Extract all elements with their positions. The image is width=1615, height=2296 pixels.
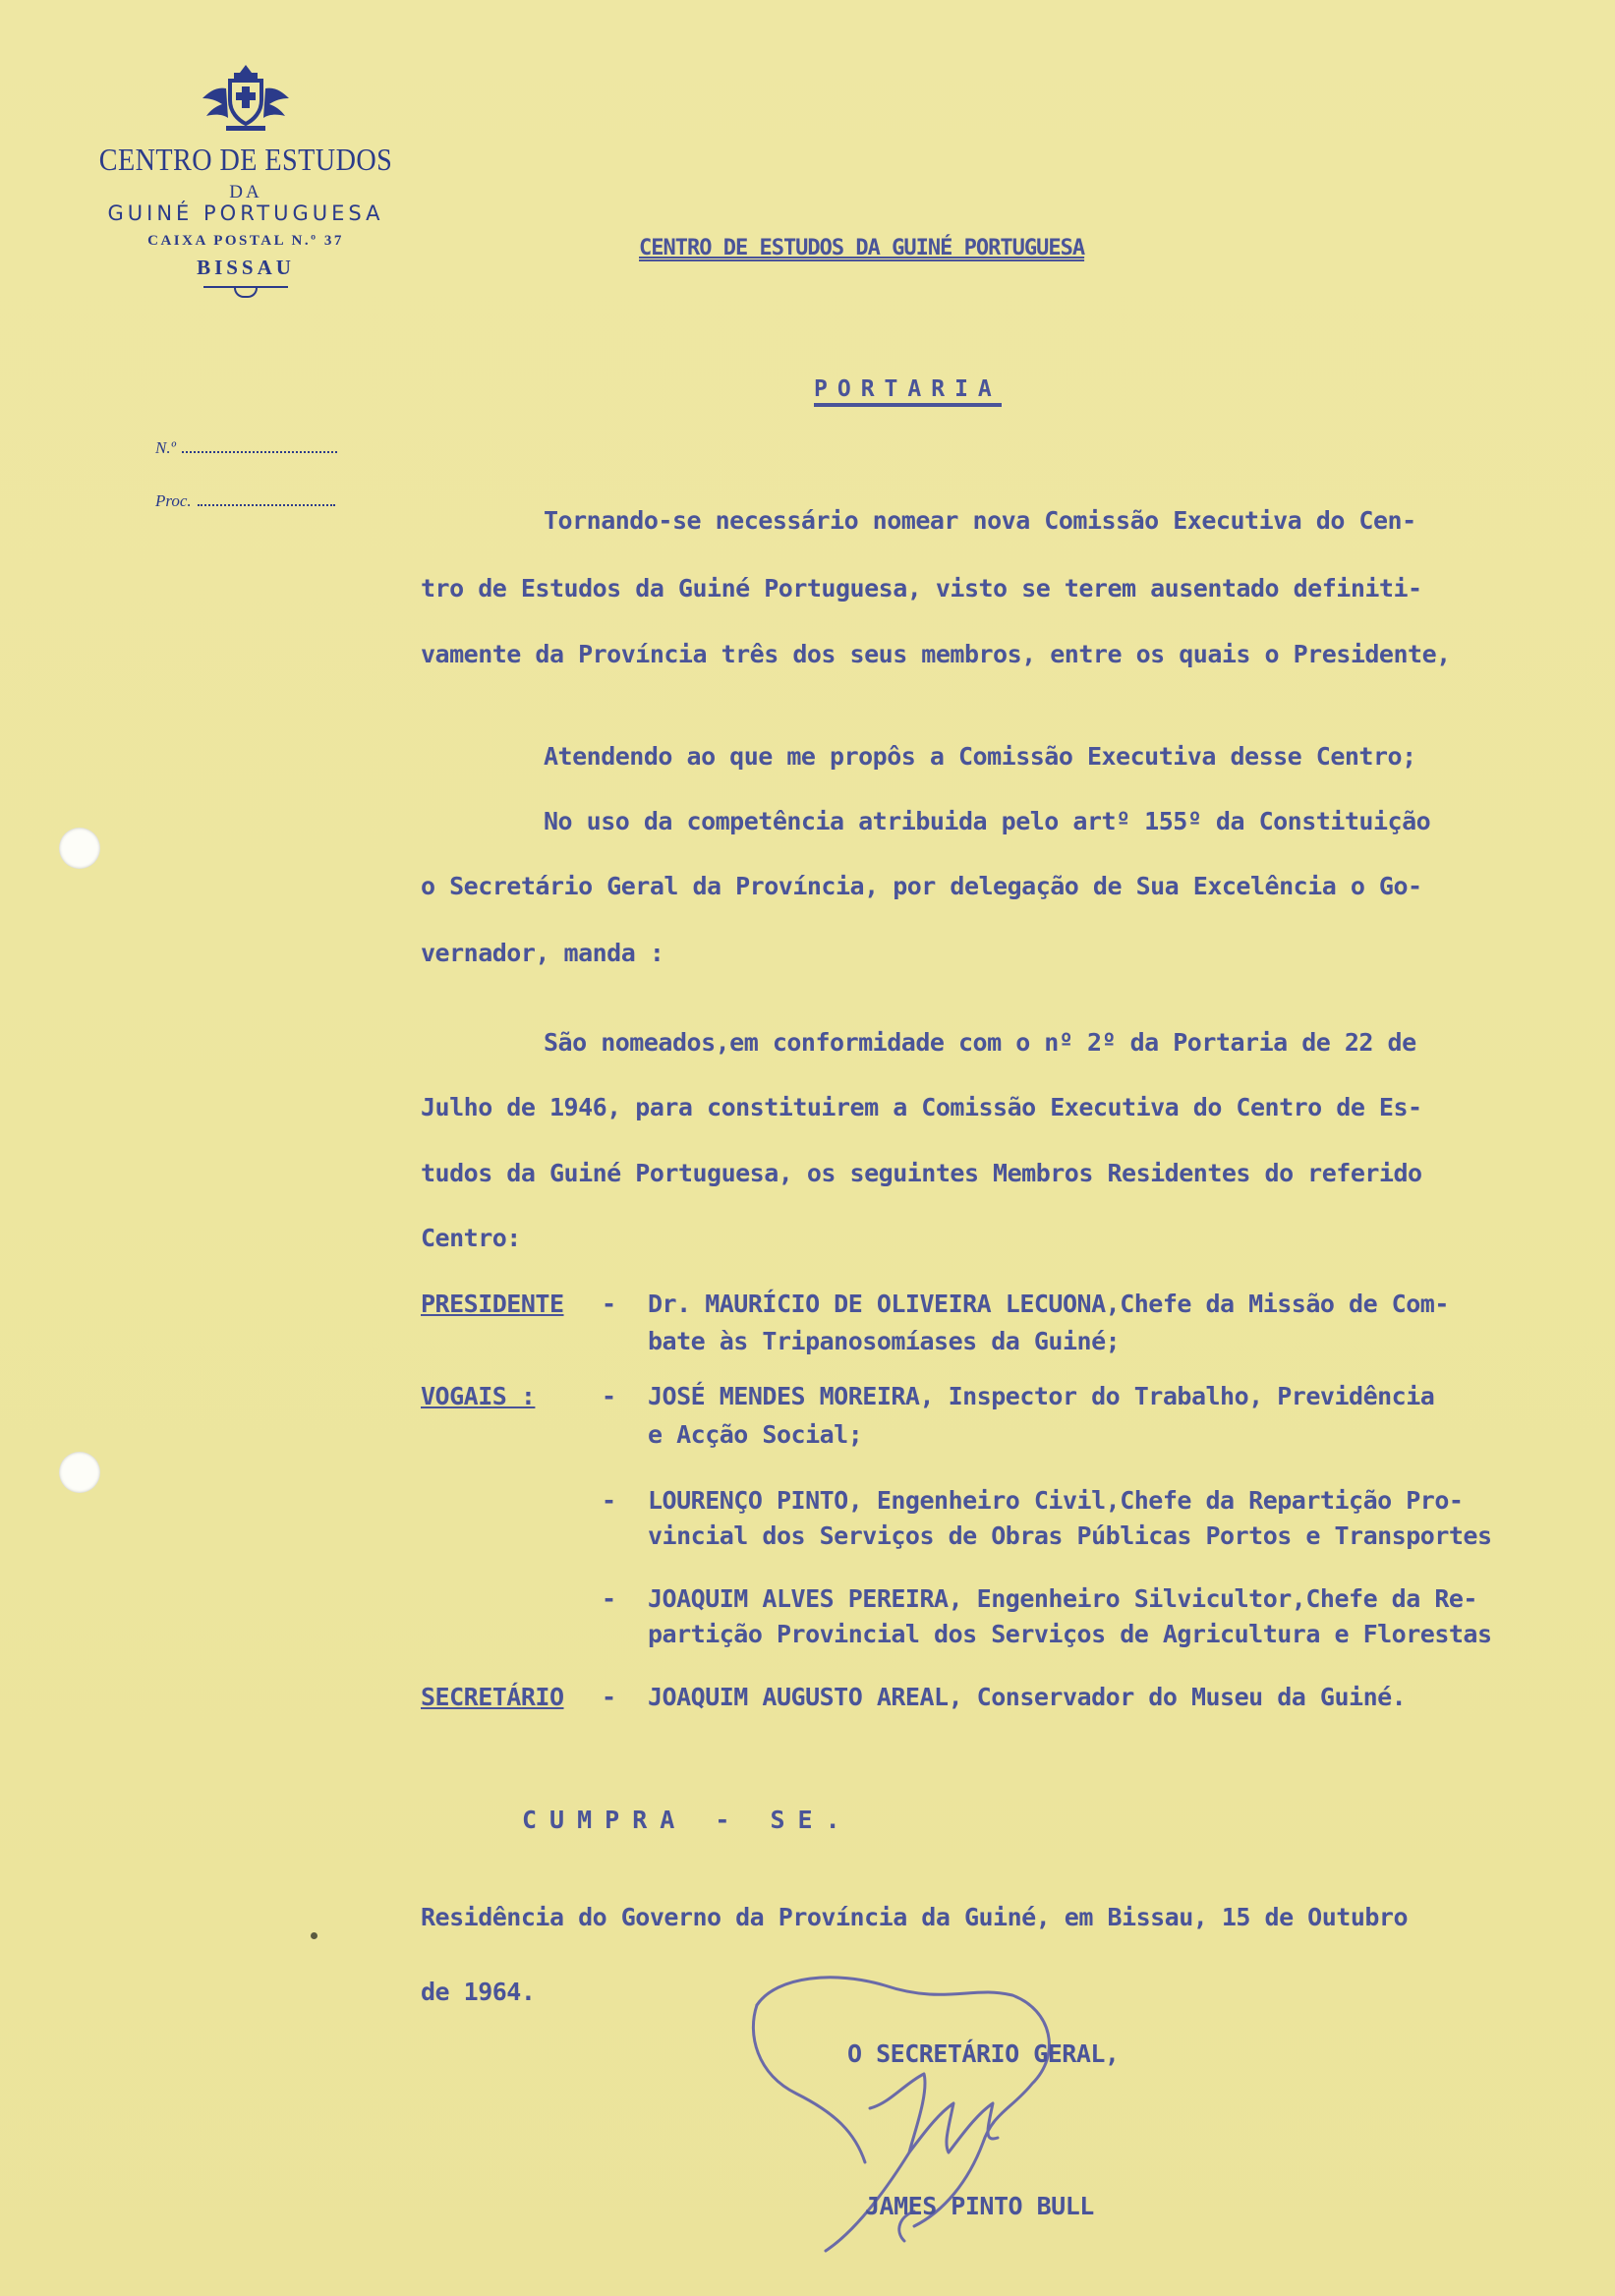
paragraph1-line3: vamente da Província três dos seus membros, entre os quais o Presidente,	[421, 640, 1451, 668]
org-city: BISSAU	[197, 256, 295, 279]
numero-dots	[182, 451, 337, 453]
signature-title: O SECRETÁRIO GERAL,	[847, 2039, 1120, 2068]
vogal2-line2: vincial dos Serviços de Obras Públicas Portos e Transportes	[648, 1521, 1492, 1550]
paragraph4-line4: Centro:	[421, 1224, 521, 1252]
presidente-dash: -	[602, 1290, 616, 1318]
vogal1-line1: JOSÉ MENDES MOREIRA, Inspector do Trabalho, Previdência	[648, 1382, 1435, 1410]
paragraph1-line2: tro de Estudos da Guiné Portuguesa, visto se terem ausentado definiti-	[421, 574, 1422, 603]
closing-line2: de 1964.	[421, 1978, 536, 2006]
proc-dots	[198, 504, 335, 506]
vogais-label: VOGAIS :	[421, 1382, 536, 1410]
org-caixa-postal: CAIXA POSTAL N.º 37	[147, 233, 344, 249]
vogal3-line2: partição Provincial dos Serviços de Agricultura e Florestas	[648, 1620, 1492, 1648]
presidente-label: PRESIDENTE	[421, 1290, 564, 1318]
presidente-line2: bate às Tripanosomíases da Guiné;	[648, 1327, 1121, 1355]
org-guine: GUINÉ PORTUGUESA	[107, 201, 384, 225]
numero-label: N.º	[155, 438, 176, 457]
punch-hole-top	[59, 828, 100, 869]
secretario-dash: -	[602, 1683, 616, 1711]
paragraph3-line3: vernador, manda :	[421, 939, 664, 967]
vogal1-dash: -	[602, 1382, 616, 1410]
document-type: PORTARIA	[814, 376, 1002, 407]
org-title: CENTRO DE ESTUDOS	[98, 142, 393, 177]
punch-hole-bottom	[59, 1452, 100, 1493]
paragraph3-line2: o Secretário Geral da Província, por delegação de Sua Excelência o Go-	[421, 872, 1422, 900]
paragraph3-line1: No uso da competência atribuida pelo artº 155º da Constituição	[544, 807, 1431, 835]
vogal2-line1: LOURENÇO PINTO, Engenheiro Civil,Chefe da Repartição Pro-	[648, 1486, 1464, 1515]
paragraph1-line1: Tornando-se necessário nomear nova Comissão Executiva do Cen-	[544, 506, 1416, 535]
proc-label: Proc.	[155, 491, 192, 510]
presidente-line1: Dr. MAURÍCIO DE OLIVEIRA LECUONA,Chefe da Missão de Com-	[648, 1290, 1449, 1318]
vogal3-dash: -	[602, 1584, 616, 1613]
vogal3-line1: JOAQUIM ALVES PEREIRA, Engenheiro Silvicultor,Chefe da Re-	[648, 1584, 1477, 1613]
secretario-line: JOAQUIM AUGUSTO AREAL, Conservador do Museu da Guiné.	[648, 1683, 1407, 1711]
ink-speck	[311, 1932, 317, 1939]
secretario-label: SECRETÁRIO	[421, 1683, 564, 1711]
document-heading: CENTRO DE ESTUDOS DA GUINÉ PORTUGUESA	[639, 236, 1085, 260]
vogal1-line2: e Acção Social;	[648, 1420, 863, 1449]
paragraph4-line1: São nomeados,em conformidade com o nº 2º da Portaria de 22 de	[544, 1028, 1416, 1057]
closing-line1: Residência do Governo da Província da Guiné, em Bissau, 15 de Outubro	[421, 1903, 1409, 1931]
letterhead-mark	[234, 288, 258, 298]
paragraph4-line2: Julho de 1946, para constituirem a Comissão Executiva do Centro de Es-	[421, 1093, 1422, 1121]
signer-name: JAMES PINTO BULL	[865, 2192, 1094, 2220]
paragraph2: Atendendo ao que me propôs a Comissão Executiva desse Centro;	[544, 742, 1416, 771]
letterhead	[59, 59, 433, 298]
vogal2-dash: -	[602, 1486, 616, 1515]
crest-icon	[197, 59, 295, 138]
paragraph4-line3: tudos da Guiné Portuguesa, os seguintes Membros Residentes do referido	[421, 1159, 1422, 1187]
proc-field	[155, 491, 335, 511]
numero-field	[155, 438, 337, 458]
cumpra-se: CUMPRA - SE.	[522, 1806, 853, 1834]
org-da: DA	[229, 182, 262, 202]
